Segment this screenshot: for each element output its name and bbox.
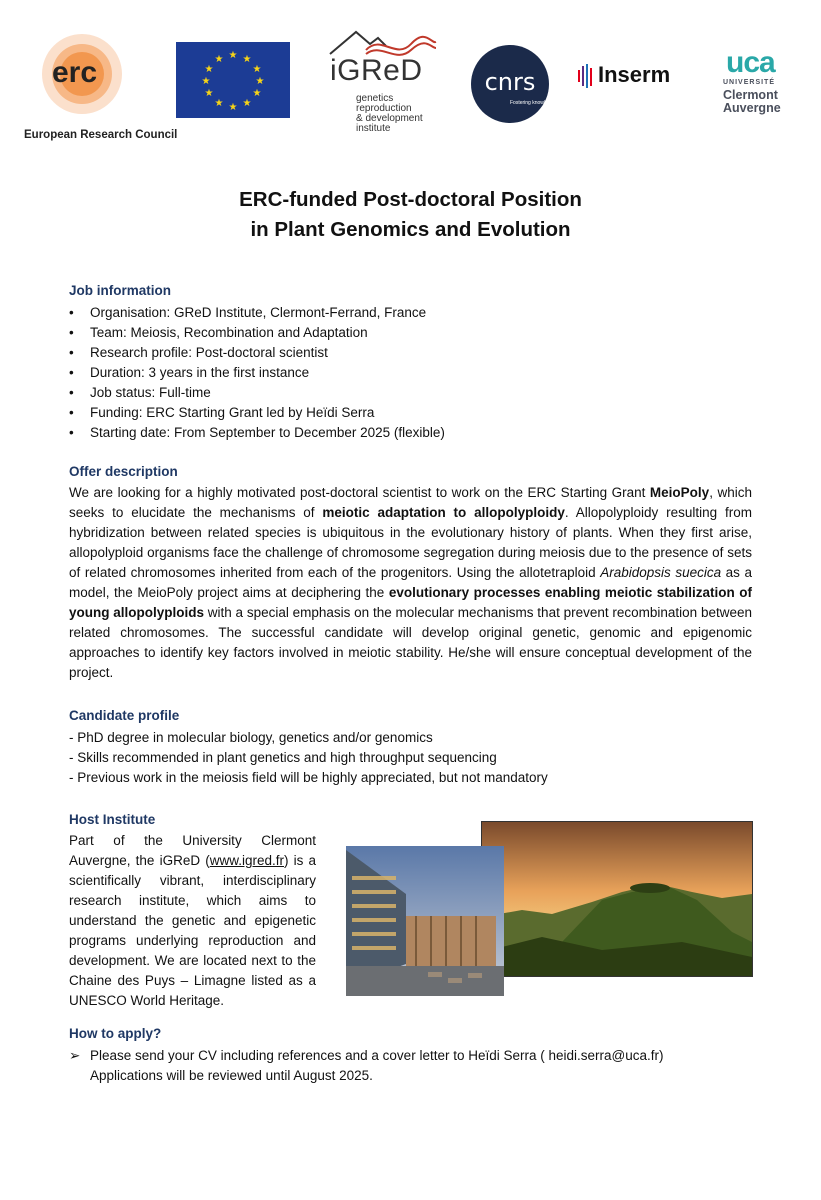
cnrs-tagline: Fostering knowledge [510,100,557,106]
list-item: • Funding: ERC Starting Grant led by Heïdi Serra [69,403,752,423]
erc-mark: erc [52,56,98,89]
igred-logo [326,24,440,134]
offer-text: . Allopolyploidy resulting from hybridization between related species is ubiquitous in the evolutionary history of plants. When they first arise, allopolyploid organisms face the challenge of chromosome segregation during meiosis due to the presence of sets of related chromosomes inherited from each of the progenitors. Using the allotetraploid [69,505,752,580]
svg-text:★: ★ [252,88,262,99]
inserm-logo [578,62,696,94]
offer-section [69,464,752,683]
apply-item [69,1046,752,1086]
title-line2: in Plant Genomics and Evolution [250,218,571,241]
igred-word: iGReD [330,54,423,87]
institute-building-photo [346,846,504,996]
list-item: • Starting date: From September to December 2025 (flexible) [69,423,752,443]
uca-line3: Auvergne [723,101,781,115]
arrow-bullet-icon: ➢ [69,1048,81,1063]
erc-caption: European Research Council [24,129,178,141]
apply-line1: Please send your CV including references and a cover letter to Heïdi Serra ( heidi.serra@uca.fr) [90,1048,664,1063]
eu-flag-icon [176,42,290,118]
volcano-image [482,822,752,976]
svg-text:★: ★ [252,64,262,75]
eu-flag [176,42,290,118]
inserm-bars-icon [578,64,596,92]
apply-heading: How to apply? [69,1026,162,1041]
candidate-list [69,728,752,788]
offer-bold-project: MeioPoly [649,485,710,500]
erc-dots-icon [24,24,174,124]
candidate-heading: Candidate profile [69,708,180,723]
svg-text:★: ★ [228,102,238,113]
title-line1: ERC-funded Post-doctoral Position [239,188,582,211]
host-paragraph [69,831,316,1011]
svg-text:★: ★ [204,64,214,75]
job-information-section [69,283,752,443]
host-text: ) is a scientifically vibrant, interdisciplinary research institute, which aims to understand the genetic and epigenetic programs underlying reproduction and development. We are located next to the Chaine des Puys – Limagne listed as a UNESCO World Heritage. [69,853,316,1008]
host-text: Part of the University Clermont Auvergne, the iGReD ( [69,833,316,868]
uca-text [723,76,799,115]
list-item: • Research profile: Post-doctoral scientist [69,343,752,363]
svg-text:★: ★ [255,76,265,87]
svg-text:★: ★ [214,98,224,109]
list-item: • Duration: 3 years in the first instance [69,363,752,383]
offer-text: with a special emphasis on the molecular mechanisms that prevent recombination between related chromosomes. The successful candidate will develop original genetic, genomic and epigenomic approaches to identify key factors involved in meiotic stability. He/she will ensure conceptual development of the project. [69,605,752,680]
svg-text:★: ★ [242,54,252,65]
svg-text:★: ★ [242,98,252,109]
list-item: - Previous work in the meiosis field will be highly appreciated, but not mandatory [69,770,548,785]
list-item: - PhD degree in molecular biology, genetics and/or genomics [69,730,433,745]
cnrs-logo [470,44,557,124]
volcano-landscape-photo [481,821,753,977]
offer-bold-processes: evolutionary processes enabling meiotic stabilization of young allopolyploids [69,585,752,620]
list-item: • Team: Meiosis, Recombination and Adaptation [69,323,752,343]
job-information-list [69,303,752,443]
igred-website-link[interactable]: www.igred.fr [209,853,284,868]
job-information-heading: Job information [69,283,171,298]
offer-heading: Offer description [69,464,178,479]
offer-paragraph [69,483,752,683]
offer-text: We are looking for a highly motivated post-doctoral scientist to work on the ERC Starting Grant [69,485,650,500]
uca-line1: UNIVERSITÉ [723,79,776,86]
inserm-word: Inserm [598,62,671,87]
host-heading: Host Institute [69,812,156,827]
apply-line2: Applications will be reviewed until August 2025. [90,1068,373,1083]
igred-subtitle: genetics reproduction & development institute [356,93,423,134]
candidate-section [69,708,752,788]
page-title [0,185,821,245]
uca-line2: Clermont [723,88,778,102]
offer-bold-adaptation: meiotic adaptation to allopolyploidy [322,505,565,520]
list-item: • Organisation: GReD Institute, Clermont-Ferrand, France [69,303,752,323]
list-item: • Job status: Full-time [69,383,752,403]
svg-text:★: ★ [214,54,224,65]
cnrs-mark: cnrs [484,68,536,96]
svg-text:★: ★ [201,76,211,87]
uca-logo [720,46,800,126]
building-image [346,846,504,996]
host-section [69,812,316,1011]
svg-text:★: ★ [204,88,214,99]
offer-text: as a model, the MeioPoly project aims at deciphering the [69,565,752,600]
offer-text: , which seeks to elucidate the mechanisms of [69,485,752,520]
erc-logo [24,24,178,146]
offer-italic-species: Arabidopsis suecica [600,565,722,580]
list-item: - Skills recommended in plant genetics and high throughput sequencing [69,750,497,765]
apply-section [69,1026,752,1086]
uca-mark: uca [726,46,775,79]
svg-text:★: ★ [228,50,238,61]
